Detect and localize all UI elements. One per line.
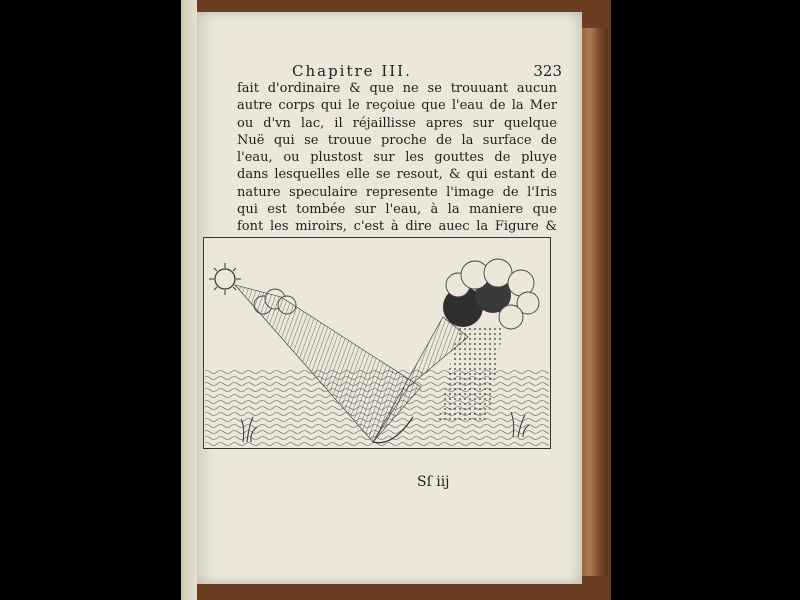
text-line: qui est tombée sur l'eau, à la maniere que <box>237 202 557 218</box>
text-line: l'eau, ou plustost sur les gouttes de pluye <box>237 150 557 166</box>
text-line: font les miroirs, c'est à dire auec la Figure & <box>237 219 557 235</box>
previous-page-edge <box>181 0 197 600</box>
text-line: fait d'ordinaire & que ne se trouuant aucun <box>237 81 557 96</box>
text-line: nature speculaire represente l'image de l'Iris <box>237 184 557 200</box>
running-header <box>292 62 562 82</box>
book-cover-edge <box>578 28 608 576</box>
text-line: autre corps qui le reçoiue que l'eau de la Mer <box>237 98 557 114</box>
text-line: dans lesquelles elle se resout, & qui estant de <box>237 167 557 183</box>
text-line: ou d'vn lac, il réjaillisse apres sur quelque <box>237 115 557 131</box>
text-line: Nuë qui se trouue proche de la surface de <box>237 132 557 148</box>
page-number: 323 <box>533 62 562 80</box>
signature-mark: Sſ iij <box>417 474 450 490</box>
engraving-figure <box>203 237 551 449</box>
body-text <box>237 80 557 253</box>
chapter-heading: Chapitre III. <box>292 62 412 80</box>
book-page <box>197 12 582 584</box>
